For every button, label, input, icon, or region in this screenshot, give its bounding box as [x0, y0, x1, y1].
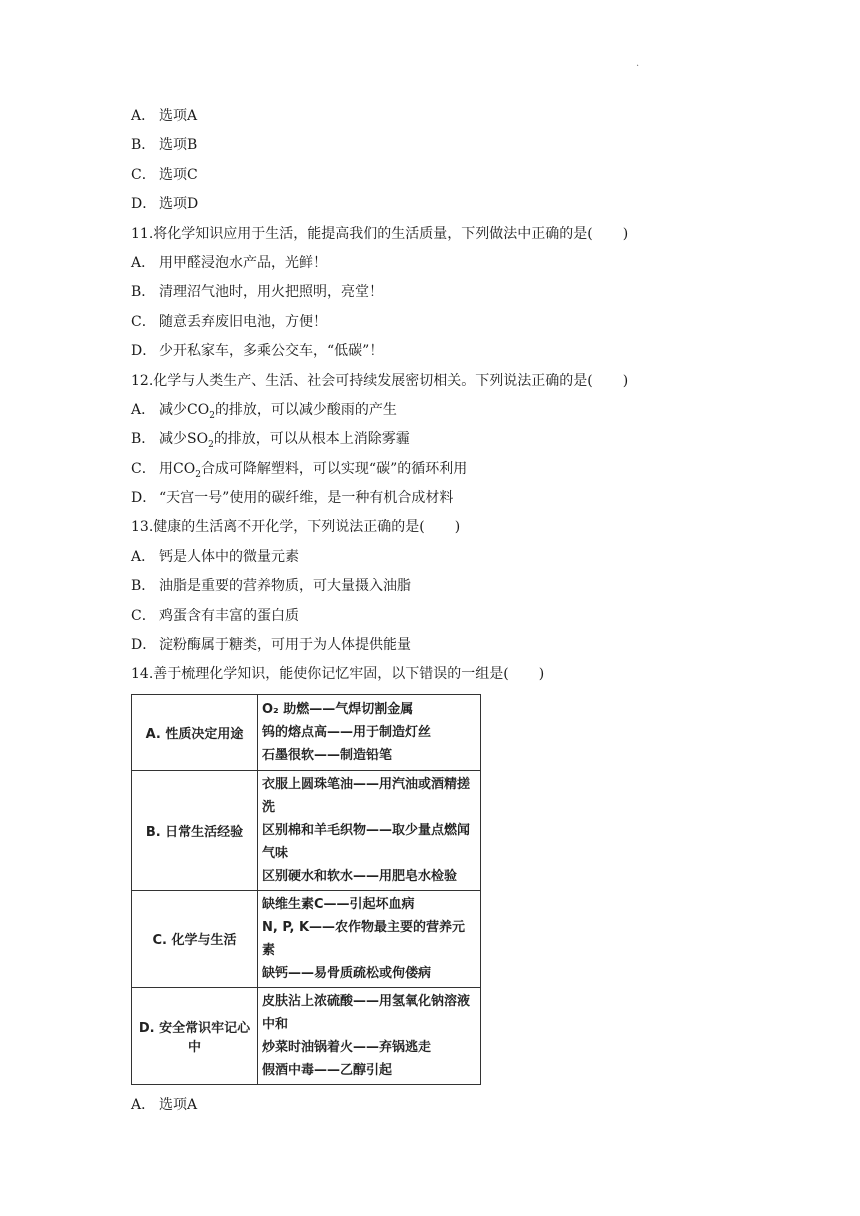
table-category: D. 安全常识牢记心中 — [132, 987, 258, 1084]
option-text: 随意丢弃废旧电池，方便！ — [159, 313, 327, 330]
option-text: 用甲醛浸泡水产品，光鲜！ — [159, 254, 327, 271]
q10-option-b — [131, 131, 751, 160]
option-text-post: 合成可降解塑料，可以实现“碳”的循环利用 — [200, 460, 468, 477]
option-text: 选项D — [159, 196, 199, 213]
option-text: 选项C — [159, 166, 198, 183]
q14-option-a — [131, 1091, 751, 1120]
q13-option-c — [131, 602, 751, 631]
q11-option-d — [131, 337, 751, 366]
knowledge-table — [131, 694, 481, 1085]
paren-close: ) — [622, 225, 629, 242]
q11-stem — [131, 220, 751, 249]
table-item: 衣服上圆珠笔油——用汽油或酒精搓洗 — [262, 776, 471, 815]
option-letter: C． — [131, 313, 156, 330]
q11-option-a — [131, 249, 751, 278]
question-text: 13.健康的生活离不开化学，下列说法正确的是( — [131, 519, 425, 536]
option-text: 淀粉酶属于糖类，可用于为人体提供能量 — [159, 637, 411, 654]
question-text: 11.将化学知识应用于生活，能提高我们的生活质量，下列做法中正确的是( — [131, 225, 593, 242]
header-mark: . — [636, 58, 640, 69]
q14-stem — [131, 660, 751, 689]
q12-option-b — [131, 425, 751, 454]
option-text-post: 的排放，可以从根本上消除雾霾 — [213, 431, 410, 448]
table-items — [258, 987, 481, 1084]
option-letter: B． — [131, 284, 156, 301]
option-letter: A． — [131, 1096, 156, 1113]
table-item: 缺钙——易骨质疏松或佝偻病 — [262, 965, 432, 981]
option-text: 选项A — [159, 1096, 198, 1113]
table-item: 皮肤沾上浓硫酸——用氢氧化钠溶液中和 — [262, 993, 471, 1032]
table-item: 钨的熔点高——用于制造灯丝 — [262, 724, 432, 740]
option-letter: A． — [131, 254, 156, 271]
option-letter: A． — [131, 108, 156, 124]
option-letter: C． — [131, 607, 156, 624]
option-text-pre: 减少SO — [159, 431, 209, 448]
option-text-pre: 用CO — [159, 460, 196, 477]
option-letter: D． — [131, 490, 157, 507]
paren-close: ) — [538, 666, 545, 683]
option-text: 清理沼气池时，用火把照明，亮堂！ — [159, 284, 383, 301]
q10-option-c — [131, 161, 751, 190]
table-item: N, P, K——农作物最主要的营养元素 — [262, 919, 466, 958]
option-text: 钙是人体中的微量元素 — [159, 548, 299, 565]
table-category: B. 日常生活经验 — [132, 770, 258, 890]
table-category: A. 性质决定用途 — [132, 694, 258, 770]
subscript: 2 — [209, 410, 215, 421]
q10-option-a — [131, 102, 751, 131]
table-item: 炒菜时油锅着火——弃锅逃走 — [262, 1039, 432, 1055]
table-item: 假酒中毒——乙醇引起 — [262, 1062, 393, 1078]
table-category: C. 化学与生活 — [132, 890, 258, 987]
q12-option-a — [131, 396, 751, 425]
table-items — [258, 770, 481, 890]
option-text: 油脂是重要的营养物质，可大量摄入油脂 — [159, 578, 411, 595]
table-item: 区别硬水和软水——用肥皂水检验 — [262, 868, 458, 884]
table-items — [258, 694, 481, 770]
q11-option-b — [131, 278, 751, 307]
option-text-pre: “天宫一号”使用的碳纤维，是一种有机合成材料 — [159, 490, 454, 507]
q12-option-d — [131, 484, 751, 513]
option-letter: B． — [131, 431, 156, 448]
table-item: O₂ 助燃——气焊切割金属 — [262, 701, 414, 717]
option-text: 选项A — [159, 108, 198, 124]
option-letter: D． — [131, 343, 157, 360]
option-text: 鸡蛋含有丰富的蛋白质 — [159, 607, 299, 624]
table-item: 石墨很软——制造铅笔 — [262, 747, 393, 763]
paren-close: ) — [454, 519, 461, 536]
option-letter: B． — [131, 578, 156, 595]
table-item: 区别棉和羊毛织物——取少量点燃闻气味 — [262, 822, 471, 861]
q11-option-c — [131, 308, 751, 337]
table-row — [132, 890, 481, 987]
exam-page — [131, 102, 751, 1120]
option-text: 选项B — [159, 137, 198, 154]
subscript: 2 — [195, 469, 201, 480]
table-row — [132, 987, 481, 1084]
q10-option-d — [131, 190, 751, 219]
option-letter: A． — [131, 548, 156, 565]
option-letter: D． — [131, 196, 157, 213]
option-letter: A． — [131, 401, 156, 418]
q13-stem — [131, 513, 751, 542]
option-text-post: 的排放，可以减少酸雨的产生 — [214, 401, 397, 418]
option-letter: C． — [131, 460, 156, 477]
option-text: 少开私家车，多乘公交车，“低碳”！ — [159, 343, 384, 360]
q12-option-c — [131, 455, 751, 484]
q13-option-b — [131, 572, 751, 601]
table-items — [258, 890, 481, 987]
question-text: 12.化学与人类生产、生活、社会可持续发展密切相关。下列说法正确的是( — [131, 372, 593, 389]
option-letter: B． — [131, 137, 156, 154]
option-letter: C． — [131, 166, 156, 183]
subscript: 2 — [208, 440, 214, 451]
option-text-pre: 减少CO — [159, 401, 210, 418]
question-text: 14.善于梳理化学知识，能使你记忆牢固，以下错误的一组是( — [131, 666, 509, 683]
option-letter: D． — [131, 637, 157, 654]
q13-option-d — [131, 631, 751, 660]
q13-option-a — [131, 543, 751, 572]
paren-close: ) — [622, 372, 629, 389]
table-row — [132, 770, 481, 890]
table-row — [132, 694, 481, 770]
table-item: 缺维生素C——引起坏血病 — [262, 896, 415, 912]
q12-stem — [131, 367, 751, 396]
